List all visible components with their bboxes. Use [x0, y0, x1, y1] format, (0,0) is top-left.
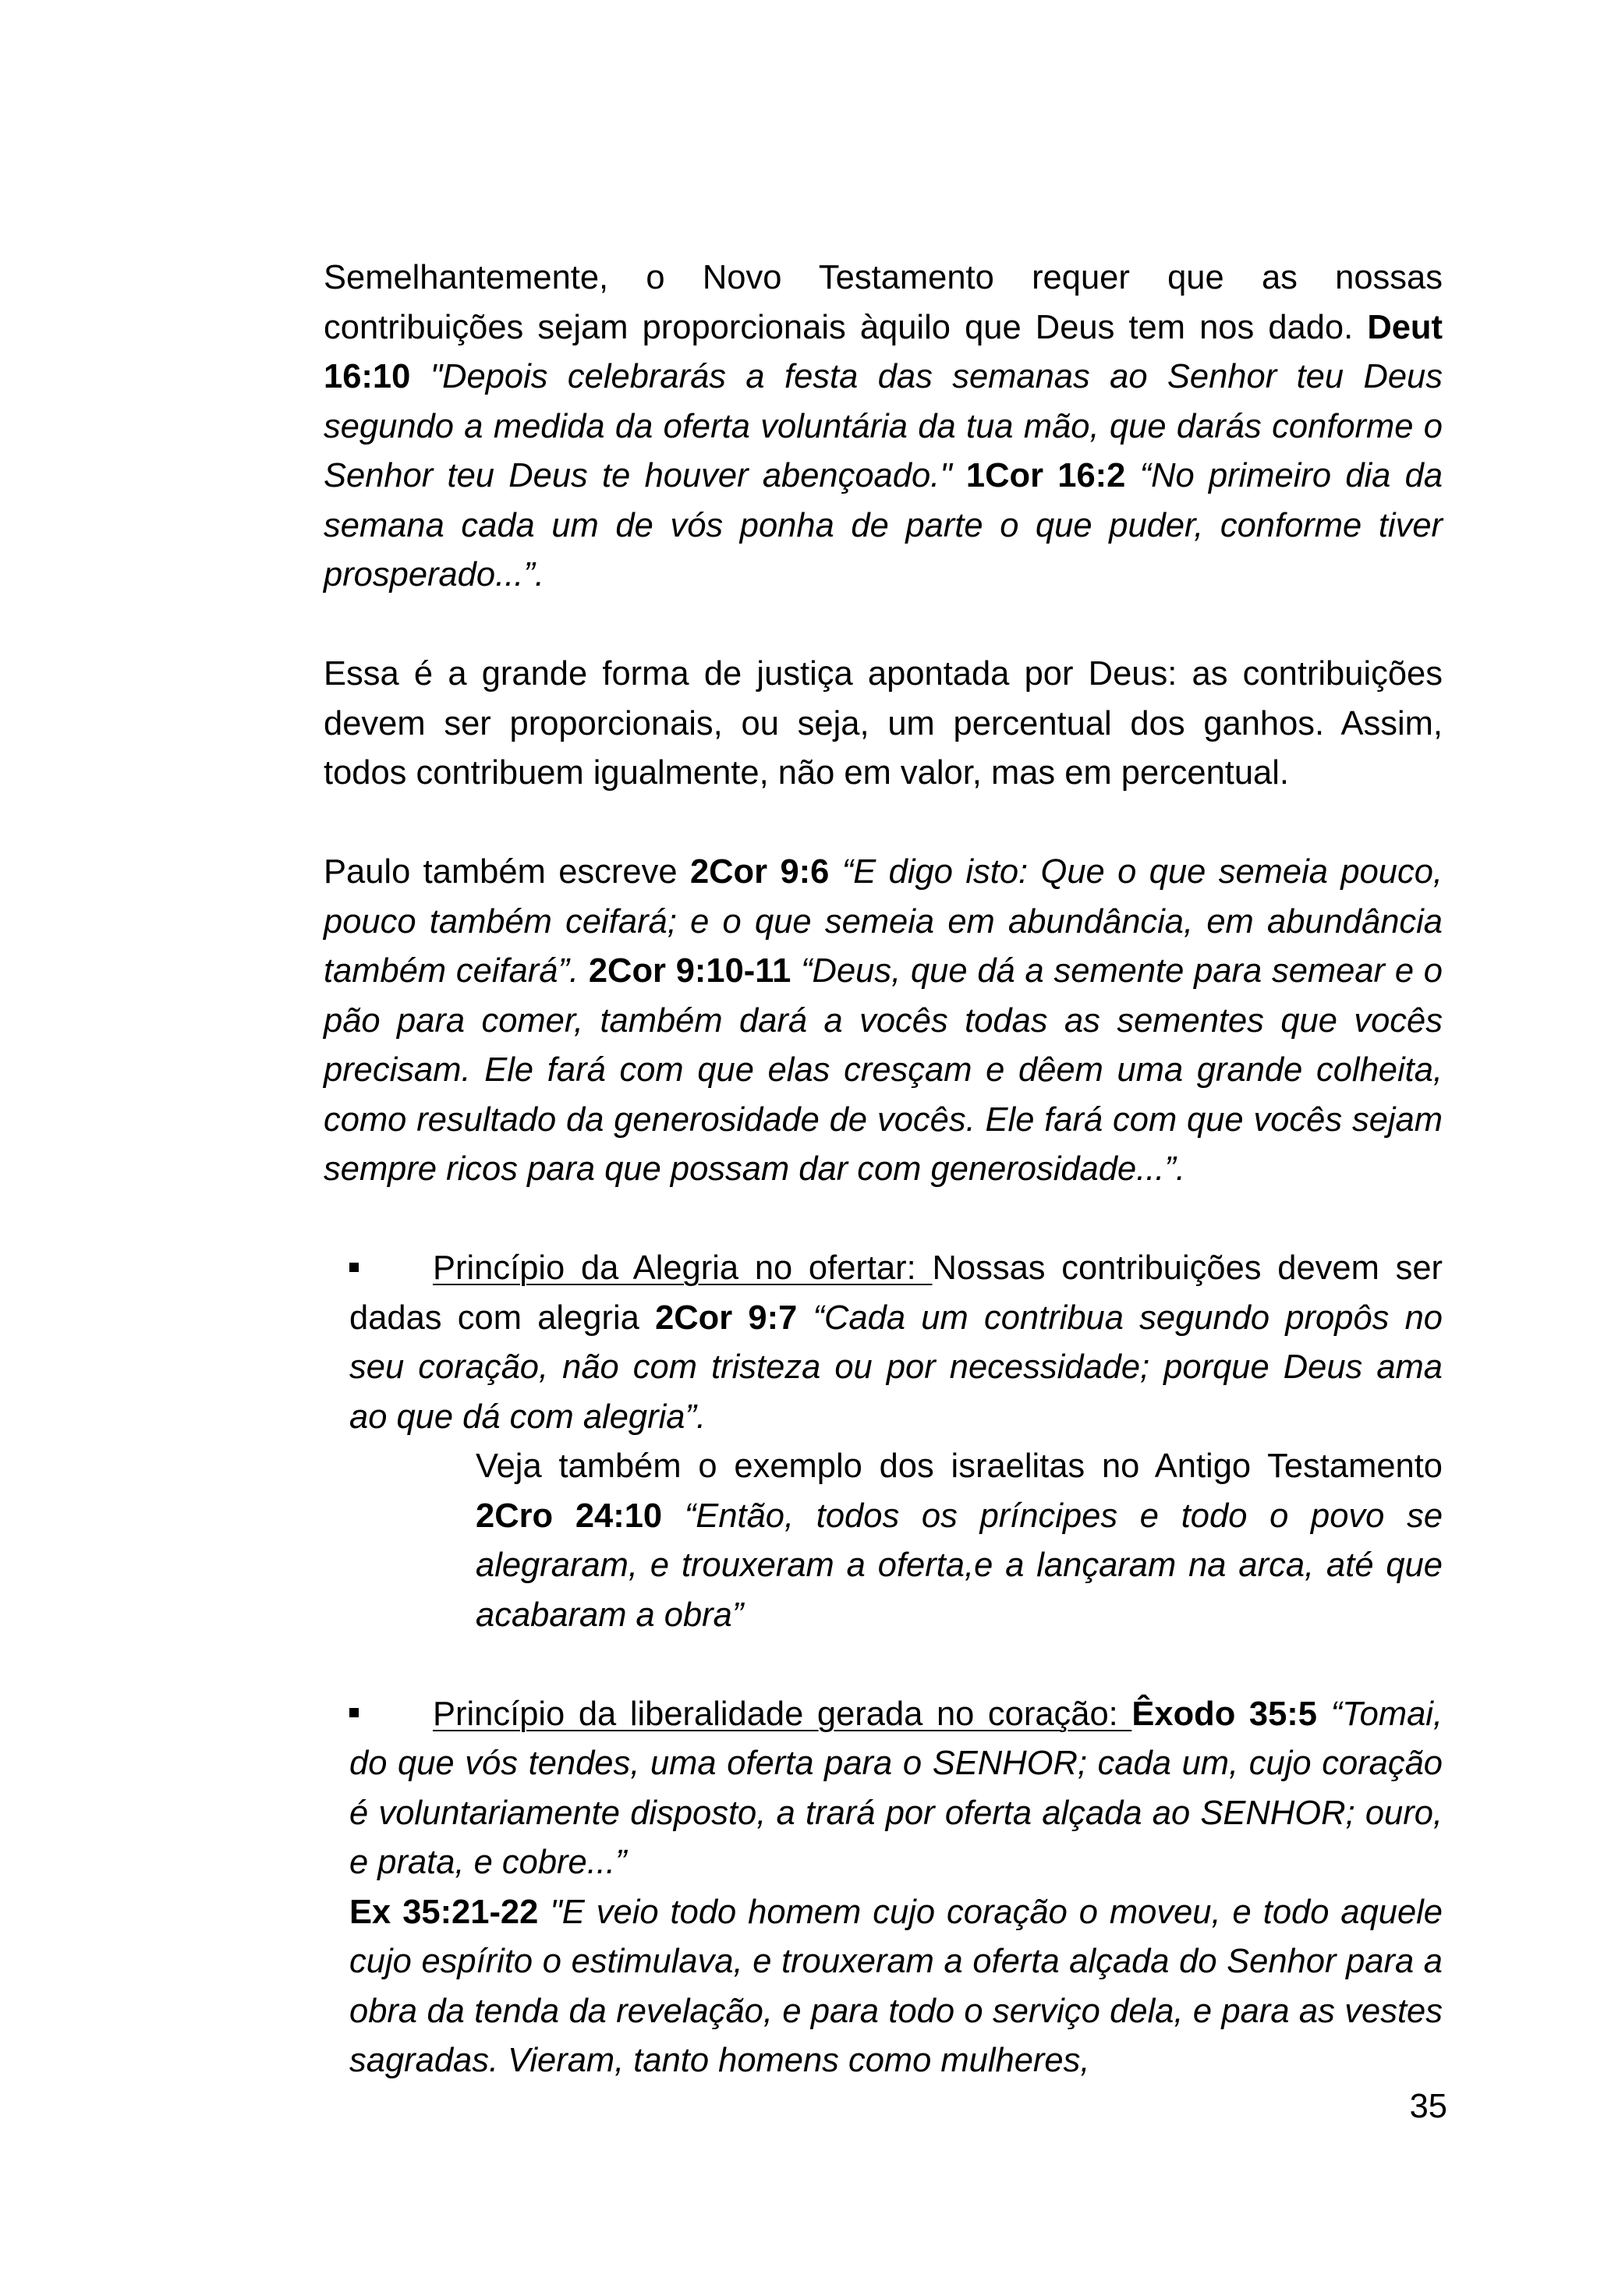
square-bullet-icon: [349, 1708, 359, 1717]
scripture-reference: 1Cor 16:2: [951, 457, 1126, 494]
paragraph-text: Veja também o exemplo dos israelitas no Antigo Testamento: [476, 1447, 1443, 1485]
square-bullet-icon: [349, 1263, 359, 1272]
scripture-quote: “Então, todos os príncipes e todo o povo se alegraram, e trouxeram a oferta,e a lançaram na arca, até que acabaram a obra”: [476, 1497, 1443, 1634]
scripture-reference: 2Cro 24:10: [476, 1497, 663, 1535]
body-text: [324, 253, 1443, 2086]
scripture-quote: “E digo isto: Que o que semeia pouco, pouco também ceifará; e o que semeia em abundância, em abundância também ceifará”.: [324, 853, 1443, 990]
principle-heading: Princípio da Alegria no ofertar:: [433, 1249, 933, 1287]
scripture-reference: 2Cor 9:7: [655, 1299, 798, 1337]
scripture-reference: 2Cor 9:6: [689, 853, 830, 891]
indented-paragraph-israelites: [476, 1442, 1443, 1640]
scripture-quote: “Tomai, do que vós tendes, uma oferta para o SENHOR; cada um, cujo coração é voluntariamente disposto, a trará por oferta alçada ao SENHOR; ouro, e prata, e cobre...”: [349, 1695, 1443, 1881]
bullet-principle-joy: [349, 1244, 1443, 1442]
paragraph-gap: [324, 1640, 1443, 1690]
paragraph-gap: [324, 1195, 1443, 1245]
paragraph-justice: [324, 650, 1443, 799]
scripture-quote: “Cada um contribua segundo propôs no seu coração, não com tristeza ou por necessidade; porque Deus ama ao que dá com alegria”.: [349, 1299, 1443, 1436]
scripture-quote: “No primeiro dia da semana cada um de vós ponha de parte o que puder, conforme tiver prosperado...”.: [324, 457, 1443, 593]
paragraph-proportional-giving: [324, 253, 1443, 601]
paragraph-gap: [324, 799, 1443, 849]
paragraph-exodus-35: [349, 1888, 1443, 2086]
scripture-reference: Deut 16:10: [324, 308, 1443, 395]
paragraph-text: Nossas contribuições devem ser dadas com alegria: [349, 1249, 1443, 1337]
page-number: 35: [1409, 2088, 1447, 2125]
principle-heading: Princípio da liberalidade gerada no coração:: [433, 1695, 1132, 1733]
scripture-reference: 2Cor 9:10-11: [579, 952, 791, 990]
paragraph-paulo: [324, 848, 1443, 1195]
scripture-quote: "Depois celebrarás a festa das semanas ao Senhor teu Deus segundo a medida da oferta voluntária da tua mão, que darás conforme o Senhor teu Deus te houver abençoado.": [324, 358, 1443, 494]
scripture-quote: “Deus, que dá a semente para semear e o pão para comer, também dará a vocês todas as sementes que vocês precisam. Ele fará com que elas cresçam e dêem uma grande colheita, como resultado da generosidade de vocês. Ele fará com que vocês sejam sempre ricos para que possam dar com generosidade...”.: [324, 952, 1443, 1188]
paragraph-text: Paulo também escreve: [324, 853, 690, 891]
bullet-principle-liberality: [349, 1690, 1443, 1888]
scripture-quote: "E veio todo homem cujo coração o moveu, e todo aquele cujo espírito o estimulava, e trouxeram a oferta alçada do Senhor para a obra da tenda da revelação, e para todo o serviço dela, e para as vestes sagradas. Vieram, tanto homens como mulheres,: [349, 1893, 1443, 2079]
paragraph-text: Semelhantemente, o Novo Testamento requer que as nossas contribuições sejam proporcionais àquilo que Deus tem nos dado.: [324, 259, 1443, 346]
scripture-reference: Ex 35:21-22: [349, 1893, 539, 1931]
paragraph-text: Essa é a grande forma de justiça apontada por Deus: as contribuições devem ser proporcionais, ou seja, um percentual dos ganhos. Assim, todos contribuem igualmente, não em valor, mas em percentual.: [324, 655, 1443, 792]
scripture-reference: Êxodo 35:5: [1131, 1695, 1317, 1733]
paragraph-gap: [324, 601, 1443, 650]
